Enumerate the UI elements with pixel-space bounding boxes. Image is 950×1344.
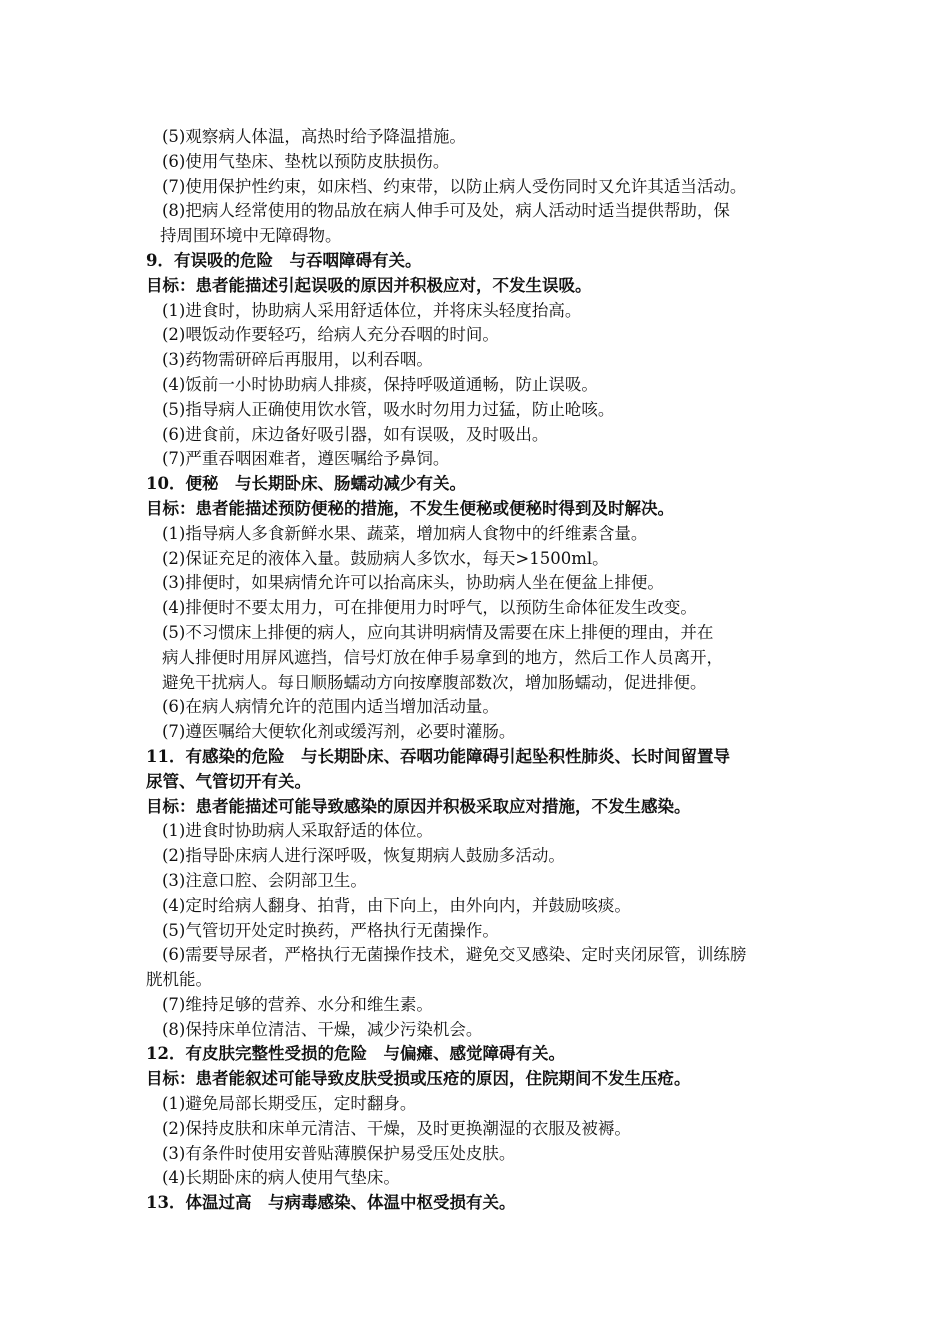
text-line: (7)严重吞咽困难者，遵医嘱给予鼻饲。 (162, 449, 450, 469)
text-line: (6)使用气垫床、垫枕以预防皮肤损伤。 (162, 151, 450, 171)
text-line: (3)注意口腔、会阴部卫生。 (162, 870, 367, 890)
text-line: (4)长期卧床的病人使用气垫床。 (162, 1168, 400, 1188)
heading-line: 目标：患者能描述引起误吸的原因并积极应对，不发生误吸。 (146, 275, 592, 295)
text-line: (5)指导病人正确使用饮水管，吸水时勿用力过猛，防止呛咳。 (162, 399, 615, 419)
text-line: (5)不习惯床上排便的病人，应向其讲明病情及需要在床上排便的理由，并在 (162, 622, 714, 642)
text-line: 避免干扰病人。每日顺肠蠕动方向按摩腹部数次，增加肠蠕动，促进排便。 (162, 672, 707, 692)
text-line: (1)进食时，协助病人采用舒适体位，并将床头轻度抬高。 (162, 300, 582, 320)
text-line: (2)指导卧床病人进行深呼吸，恢复期病人鼓励多活动。 (162, 846, 565, 866)
text-line: (5)气管切开处定时换药，严格执行无菌操作。 (162, 920, 499, 940)
text-line: (7)使用保护性约束，如床档、约束带，以防止病人受伤同时又允许其适当活动。 (162, 176, 747, 196)
text-line: (4)饭前一小时协助病人排痰，保持呼吸道通畅，防止误吸。 (162, 374, 598, 394)
text-line: (3)有条件时使用安普贴薄膜保护易受压处皮肤。 (162, 1143, 516, 1163)
text-line: (7)遵医嘱给大便软化剂或缓泻剂，必要时灌肠。 (162, 722, 516, 742)
text-line: 病人排便时用屏风遮挡，信号灯放在伸手易拿到的地方，然后工作人员离开， (162, 647, 723, 667)
heading-line: 9．有误吸的危险 与吞咽障碍有关。 (146, 250, 422, 270)
text-line: (6)在病人病情允许的范围内适当增加活动量。 (162, 697, 499, 717)
text-line: (4)定时给病人翻身、拍背，由下向上，由外向内，并鼓励咳痰。 (162, 895, 631, 915)
heading-line: 目标：患者能叙述可能导致皮肤受损或压疮的原因，住院期间不发生压疮。 (146, 1069, 691, 1089)
text-line: (2)保证充足的液体入量。鼓励病人多饮水，每天>1500ml。 (162, 548, 609, 568)
heading-line: 目标：患者能描述可能导致感染的原因并积极采取应对措施，不发生感染。 (146, 796, 691, 816)
heading-line: 12．有皮肤完整性受损的危险 与偏瘫、感觉障碍有关。 (146, 1044, 565, 1064)
heading-line: 13．体温过高 与病毒感染、体温中枢受损有关。 (146, 1193, 516, 1213)
text-line: (8)把病人经常使用的物品放在病人伸手可及处，病人活动时适当提供帮助，保 (162, 201, 730, 221)
text-line: (6)需要导尿者，严格执行无菌操作技术，避免交叉感染、定时夹闭尿管，训练膀 (162, 945, 747, 965)
text-line: (7)维持足够的营养、水分和维生素。 (162, 994, 433, 1014)
heading-line: 尿管、气管切开有关。 (146, 771, 311, 791)
text-line: 持周围环境中无障碍物。 (160, 226, 342, 246)
text-line: (2)喂饭动作要轻巧，给病人充分吞咽的时间。 (162, 325, 499, 345)
document-body (146, 125, 818, 1216)
heading-line: 目标：患者能描述预防便秘的措施，不发生便秘或便秘时得到及时解决。 (146, 498, 674, 518)
text-line: (5)观察病人体温，高热时给予降温措施。 (162, 127, 466, 146)
text-line: (1)避免局部长期受压，定时翻身。 (162, 1094, 417, 1114)
text-line: (8)保持床单位清洁、干燥，减少污染机会。 (162, 1019, 483, 1039)
heading-line: 11．有感染的危险 与长期卧床、吞咽功能障碍引起坠积性肺炎、长时间留置导 (146, 746, 730, 766)
text-line: (6)进食前，床边备好吸引器，如有误吸，及时吸出。 (162, 424, 549, 444)
text-line: (1)进食时协助病人采取舒适的体位。 (162, 821, 433, 841)
text-line: (2)保持皮肤和床单元清洁、干燥，及时更换潮湿的衣服及被褥。 (162, 1118, 631, 1138)
heading-line: 10．便秘 与长期卧床、肠蠕动减少有关。 (146, 474, 466, 494)
text-line: (3)药物需研碎后再服用，以利吞咽。 (162, 350, 433, 370)
text-line: (1)指导病人多食新鲜水果、蔬菜，增加病人食物中的纤维素含量。 (162, 523, 648, 543)
text-line: (3)排便时，如果病情允许可以抬高床头，协助病人坐在便盆上排便。 (162, 573, 664, 593)
text-line: (4)排便时不要太用力，可在排便用力时呼气，以预防生命体征发生改变。 (162, 598, 697, 618)
text-line: 胱机能。 (146, 970, 212, 990)
